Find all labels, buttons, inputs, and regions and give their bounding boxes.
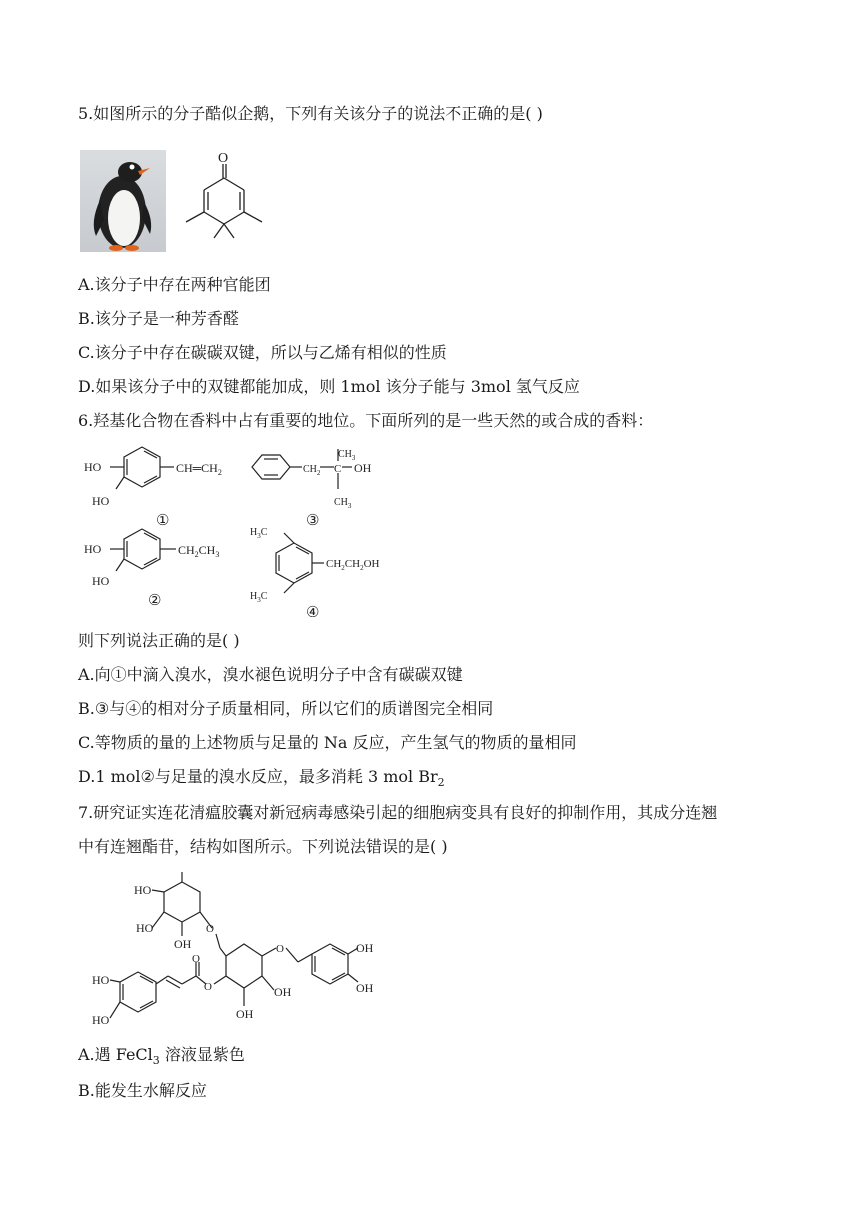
q7-option-b: B.能发生水解反应 (78, 1081, 207, 1100)
c3-ch3-top: $CH_3$ (338, 449, 356, 462)
q6-prompt: 则下列说法正确的是( ) (78, 631, 240, 650)
q7-stem-line2: 中有连翘酯苷，结构如图所示。下列说法错误的是( ) (78, 837, 448, 856)
oh-label-5: OH (356, 981, 374, 995)
ho-label-3: HO (92, 973, 110, 987)
q5-option-b: B.该分子是一种芳香醛 (78, 309, 239, 328)
oh-label-4: OH (356, 941, 374, 955)
carbonyl-oxygen-label: O (218, 151, 229, 166)
penguin-photo (80, 150, 166, 252)
ho-label-1: HO (134, 883, 152, 897)
c1-ho1: HO (84, 460, 102, 474)
oh-label-3: OH (274, 985, 292, 999)
c1-number: ① (156, 513, 170, 529)
c3-number: ③ (306, 513, 320, 529)
o-label-4: O (276, 943, 284, 955)
q7-forsythoside-structure (86, 872, 386, 1032)
q5-option-d: D.如果该分子中的双键都能加成，则 1mol 该分子能与 3mol 氢气反应 (78, 377, 580, 396)
q5-stem: 5.如图所示的分子酷似企鹅，下列有关该分子的说法不正确的是( ) (78, 104, 543, 123)
c4-number: ④ (306, 605, 320, 617)
q6-option-c: C.等物质的量的上述物质与足量的 Na 反应，产生氢气的物质的量相同 (78, 733, 577, 752)
o-label-1: O (206, 923, 214, 935)
c2-ho2: HO (92, 574, 110, 588)
c3-oh: OH (354, 461, 372, 475)
c1-vinyl: $CH═CH_2$ (176, 461, 222, 477)
c2-ho1: HO (84, 542, 102, 556)
ho-label-2: HO (136, 921, 154, 935)
c2-ethyl: $CH_2CH_3$ (178, 543, 220, 559)
oh-label-2: OH (236, 1007, 254, 1021)
q7-stem-line1: 7.研究证实连花清瘟胶囊对新冠病毒感染引起的细胞病变具有良好的抑制作用，其成分连翘 (78, 803, 718, 822)
q5-structure (178, 150, 268, 240)
c4-h3c-top: $H_3C$ (250, 527, 268, 540)
q5-option-c: C.该分子中存在碳碳双键，所以与乙烯有相似的性质 (78, 343, 447, 362)
c4-side-chain: $CH_2CH_2OH$ (326, 558, 380, 572)
q6-structures (80, 445, 400, 617)
o-label-3: O (192, 953, 200, 965)
c3-ch3-bottom: $CH_3$ (334, 497, 352, 510)
c3-c: C (334, 463, 342, 475)
c4-h3c-bottom: $H_3C$ (250, 591, 268, 604)
q6-stem: 6.羟基化合物在香料中占有重要的地位。下面所列的是一些天然的或合成的香料： (78, 411, 654, 430)
q7-option-a: A.遇 FeCl$_3$ 溶液显紫色 (78, 1045, 245, 1067)
c1-ho2: HO (92, 494, 110, 508)
c3-ch2: $CH_2$ (303, 464, 321, 477)
q6-option-a: A.向①中滴入溴水，溴水褪色说明分子中含有碳碳双键 (78, 665, 463, 684)
q5-option-a: A.该分子中存在两种官能团 (78, 275, 271, 294)
q6-option-d: D.1 mol②与足量的溴水反应，最多消耗 3 mol $Br_2$ (78, 767, 445, 789)
oh-label-1: OH (174, 937, 192, 951)
o-label-2: O (204, 981, 212, 993)
c2-number: ② (148, 593, 162, 609)
ho-label-4: HO (92, 1013, 110, 1027)
q6-option-b: B.③与④的相对分子质量相同，所以它们的质谱图完全相同 (78, 699, 494, 718)
